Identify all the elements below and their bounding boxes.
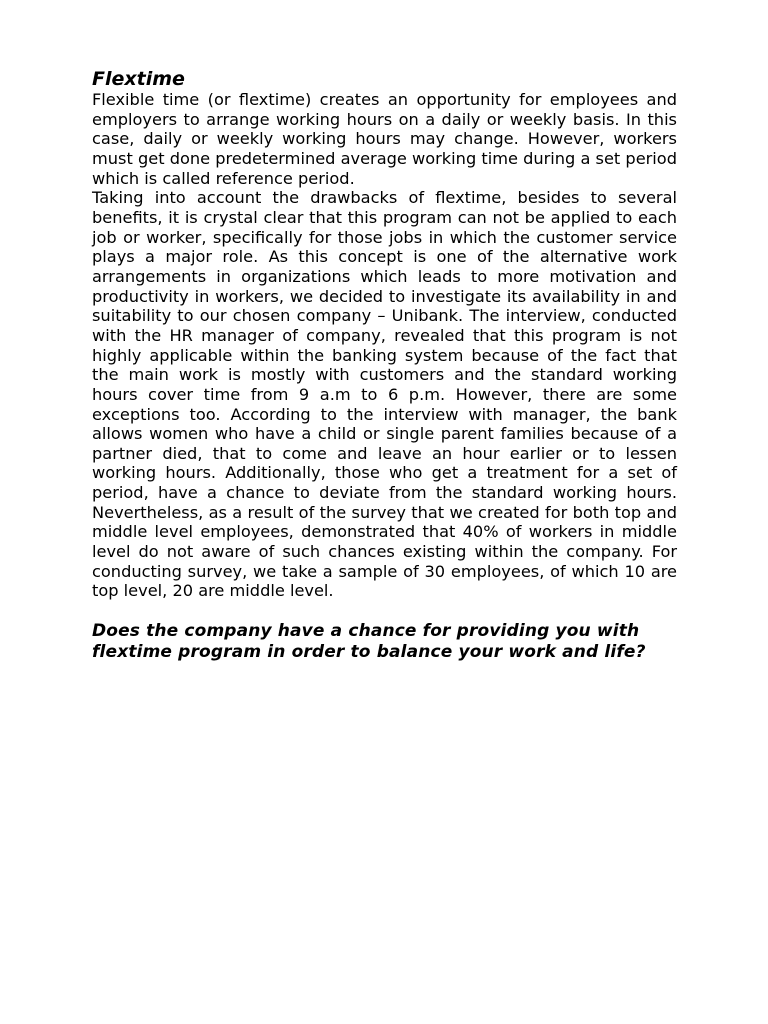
document-title: Flextime [92, 68, 185, 90]
survey-question: Does the company have a chance for providing you with flextime program in order to balance your work and life? [92, 621, 646, 663]
paragraph-definition: Flexible time (or flextime) creates an opportunity for employees and employers to arrange working hours on a daily or weekly basis. In this case, daily or weekly working hours may change. However, workers must get done predetermined average working time during a set period which is called reference period. [92, 90, 677, 188]
document-page [92, 68, 677, 663]
paragraph-analysis: Taking into account the drawbacks of flextime, besides to several benefits, it is crystal clear that this program can not be applied to each job or worker, specifically for those jobs in which the customer service plays a major role. As this concept is one of the alternative work arrangements in organizations which leads to more motivation and productivity in workers, we decided to investigate its availability in and suitability to our chosen company – Unibank. The interview, conducted with the HR manager of company, revealed that this program is not highly applicable within the banking system because of the fact that the main work is mostly with customers and the standard working hours cover time from 9 a.m to 6 p.m. However, there are some exceptions too. According to the interview with manager, the bank allows women who have a child or single parent families because of a partner died, that to come and leave an hour earlier or to lessen working hours. Additionally, those who get a treatment for a set of period, have a chance to deviate from the standard working hours. Nevertheless, as a result of the survey that we created for both top and middle level employees, demonstrated that 40% of workers in middle level do not aware of such chances existing within the company. For conducting survey, we take a sample of 30 employees, of which 10 are top level, 20 are middle level. [92, 188, 677, 601]
